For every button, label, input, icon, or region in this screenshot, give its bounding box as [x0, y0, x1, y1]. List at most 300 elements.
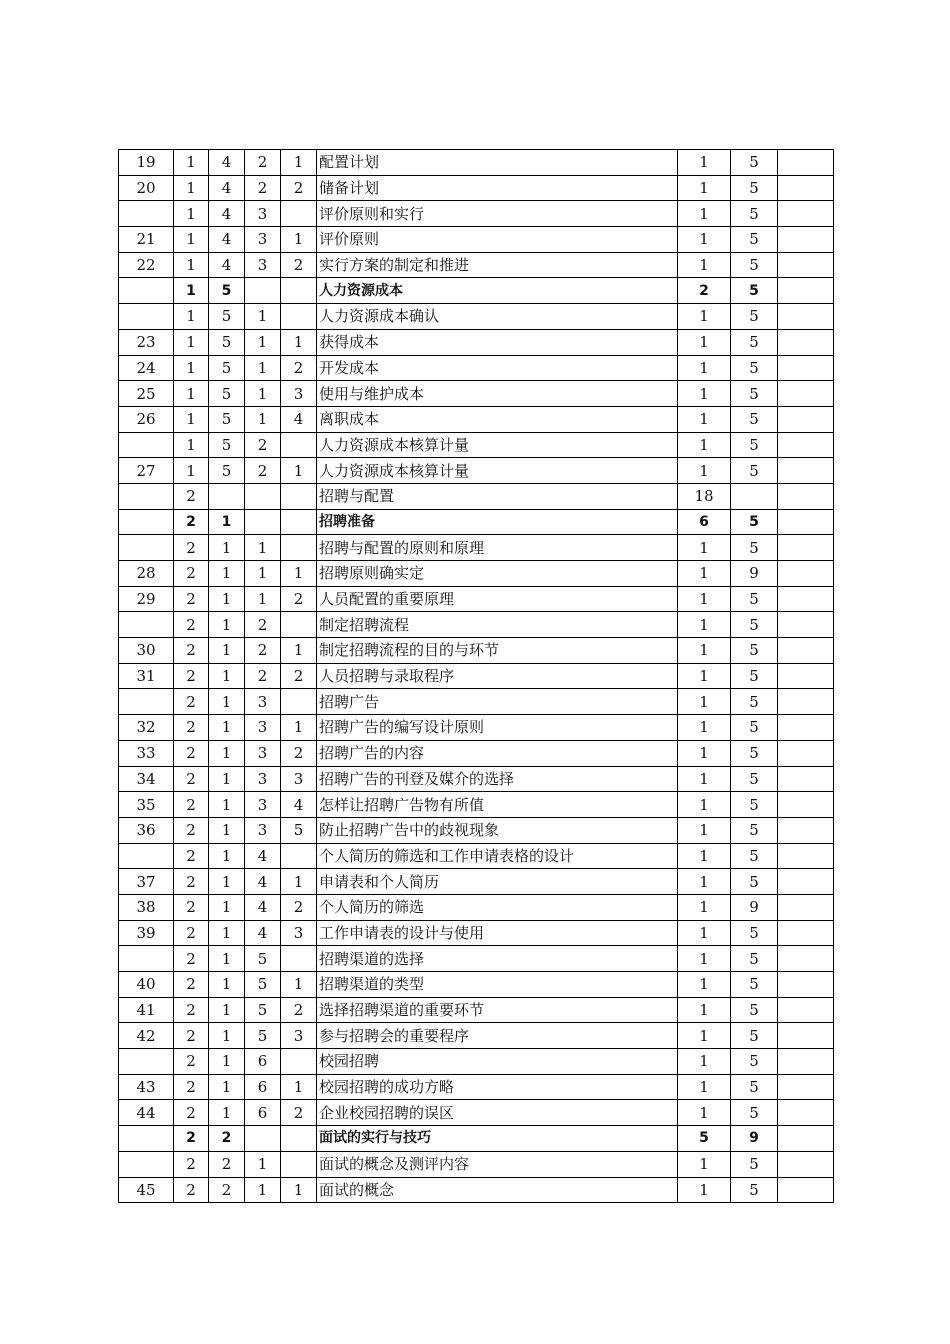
- item-name-cell: 招聘原则确实定: [317, 561, 678, 587]
- table-row: [119, 612, 834, 638]
- level-3-cell: 2: [245, 458, 281, 484]
- score-cell: 9: [731, 561, 778, 587]
- score-cell: 5: [731, 792, 778, 818]
- level-1-cell: 2: [174, 509, 209, 535]
- level-2-cell: 1: [209, 894, 245, 920]
- item-name-cell: 使用与维护成本: [317, 381, 678, 407]
- item-number-cell: 23: [119, 329, 174, 355]
- remark-cell: [778, 561, 834, 587]
- level-2-cell: 1: [209, 869, 245, 895]
- level-3-cell: [245, 509, 281, 535]
- score-cell: 5: [731, 535, 778, 561]
- level-1-cell: 1: [174, 381, 209, 407]
- item-name-cell: 人力资源成本核算计量: [317, 458, 678, 484]
- level-1-cell: 1: [174, 432, 209, 458]
- level-4-cell: [281, 201, 317, 227]
- table-row: [119, 175, 834, 201]
- table-row: [119, 483, 834, 509]
- score-cell: 5: [731, 586, 778, 612]
- item-number-cell: [119, 535, 174, 561]
- item-name-cell: 招聘渠道的选择: [317, 946, 678, 972]
- count-cell: 18: [678, 483, 731, 509]
- level-2-cell: 4: [209, 175, 245, 201]
- remark-cell: [778, 201, 834, 227]
- level-1-cell: 2: [174, 1126, 209, 1152]
- item-number-cell: 37: [119, 869, 174, 895]
- level-4-cell: 1: [281, 715, 317, 741]
- level-4-cell: [281, 509, 317, 535]
- level-2-cell: 5: [209, 278, 245, 304]
- count-cell: 1: [678, 766, 731, 792]
- count-cell: 1: [678, 304, 731, 330]
- level-3-cell: 1: [245, 586, 281, 612]
- level-2-cell: 5: [209, 329, 245, 355]
- level-1-cell: 2: [174, 612, 209, 638]
- level-3-cell: 6: [245, 1074, 281, 1100]
- level-2-cell: 1: [209, 561, 245, 587]
- level-1-cell: 1: [174, 304, 209, 330]
- level-2-cell: 1: [209, 638, 245, 664]
- item-name-cell: 招聘渠道的类型: [317, 972, 678, 998]
- table-row: [119, 432, 834, 458]
- level-3-cell: 4: [245, 869, 281, 895]
- count-cell: 1: [678, 150, 731, 176]
- item-name-cell: 储备计划: [317, 175, 678, 201]
- level-4-cell: [281, 1126, 317, 1152]
- level-2-cell: [209, 483, 245, 509]
- remark-cell: [778, 1023, 834, 1049]
- score-cell: 5: [731, 406, 778, 432]
- level-2-cell: 5: [209, 432, 245, 458]
- item-number-cell: [119, 612, 174, 638]
- count-cell: 1: [678, 997, 731, 1023]
- level-2-cell: 4: [209, 201, 245, 227]
- score-cell: 5: [731, 612, 778, 638]
- level-2-cell: 5: [209, 381, 245, 407]
- remark-cell: [778, 946, 834, 972]
- level-3-cell: 1: [245, 355, 281, 381]
- remark-cell: [778, 689, 834, 715]
- item-number-cell: [119, 1126, 174, 1152]
- score-cell: 5: [731, 1023, 778, 1049]
- remark-cell: [778, 972, 834, 998]
- level-2-cell: 1: [209, 997, 245, 1023]
- level-2-cell: 1: [209, 817, 245, 843]
- count-cell: 6: [678, 509, 731, 535]
- item-number-cell: 38: [119, 894, 174, 920]
- level-3-cell: 4: [245, 920, 281, 946]
- level-2-cell: 1: [209, 612, 245, 638]
- level-2-cell: 1: [209, 766, 245, 792]
- level-1-cell: 2: [174, 972, 209, 998]
- item-name-cell: 个人简历的筛选: [317, 894, 678, 920]
- score-cell: 5: [731, 458, 778, 484]
- item-number-cell: 39: [119, 920, 174, 946]
- level-2-cell: 1: [209, 586, 245, 612]
- level-2-cell: 4: [209, 227, 245, 253]
- table-row: [119, 894, 834, 920]
- table-row: [119, 817, 834, 843]
- level-4-cell: 1: [281, 329, 317, 355]
- item-name-cell: 人力资源成本确认: [317, 304, 678, 330]
- table-row: [119, 715, 834, 741]
- item-name-cell: 防止招聘广告中的歧视现象: [317, 817, 678, 843]
- level-4-cell: 1: [281, 972, 317, 998]
- remark-cell: [778, 612, 834, 638]
- level-2-cell: 1: [209, 663, 245, 689]
- item-name-cell: 个人简历的筛选和工作申请表格的设计: [317, 843, 678, 869]
- score-cell: 5: [731, 1074, 778, 1100]
- level-1-cell: 1: [174, 458, 209, 484]
- level-1-cell: 2: [174, 1023, 209, 1049]
- count-cell: 2: [678, 278, 731, 304]
- level-2-cell: 5: [209, 406, 245, 432]
- score-cell: 5: [731, 304, 778, 330]
- table-row: [119, 201, 834, 227]
- item-number-cell: 35: [119, 792, 174, 818]
- level-3-cell: 3: [245, 792, 281, 818]
- score-cell: 5: [731, 972, 778, 998]
- item-number-cell: 27: [119, 458, 174, 484]
- remark-cell: [778, 817, 834, 843]
- level-3-cell: 1: [245, 304, 281, 330]
- level-2-cell: 1: [209, 740, 245, 766]
- item-name-cell: 获得成本: [317, 329, 678, 355]
- item-name-cell: 面试的概念及测评内容: [317, 1151, 678, 1177]
- count-cell: 1: [678, 1049, 731, 1075]
- count-cell: 1: [678, 715, 731, 741]
- count-cell: 1: [678, 458, 731, 484]
- level-1-cell: 2: [174, 689, 209, 715]
- score-cell: 5: [731, 740, 778, 766]
- level-1-cell: 2: [174, 843, 209, 869]
- score-cell: 5: [731, 432, 778, 458]
- level-1-cell: 2: [174, 586, 209, 612]
- level-1-cell: 1: [174, 278, 209, 304]
- item-number-cell: 30: [119, 638, 174, 664]
- level-2-cell: 2: [209, 1177, 245, 1203]
- level-4-cell: [281, 432, 317, 458]
- item-number-cell: 36: [119, 817, 174, 843]
- score-cell: 5: [731, 355, 778, 381]
- level-4-cell: 1: [281, 227, 317, 253]
- level-4-cell: 4: [281, 792, 317, 818]
- level-2-cell: 1: [209, 509, 245, 535]
- score-cell: 5: [731, 715, 778, 741]
- level-2-cell: 2: [209, 1151, 245, 1177]
- score-cell: 5: [731, 689, 778, 715]
- level-2-cell: 5: [209, 458, 245, 484]
- score-cell: 5: [731, 278, 778, 304]
- table-row: [119, 663, 834, 689]
- table-row: [119, 1177, 834, 1203]
- level-1-cell: 2: [174, 715, 209, 741]
- count-cell: 1: [678, 689, 731, 715]
- level-1-cell: 2: [174, 535, 209, 561]
- item-number-cell: 31: [119, 663, 174, 689]
- score-cell: [731, 483, 778, 509]
- score-cell: 5: [731, 509, 778, 535]
- level-2-cell: 1: [209, 535, 245, 561]
- remark-cell: [778, 304, 834, 330]
- level-2-cell: 4: [209, 150, 245, 176]
- item-number-cell: 43: [119, 1074, 174, 1100]
- level-2-cell: 1: [209, 1100, 245, 1126]
- count-cell: 1: [678, 638, 731, 664]
- table-row: [119, 1023, 834, 1049]
- table-row: [119, 278, 834, 304]
- table-row: [119, 740, 834, 766]
- table-row: [119, 304, 834, 330]
- count-cell: 1: [678, 1023, 731, 1049]
- item-number-cell: 25: [119, 381, 174, 407]
- level-4-cell: 3: [281, 381, 317, 407]
- level-4-cell: 1: [281, 150, 317, 176]
- level-3-cell: 1: [245, 406, 281, 432]
- level-3-cell: 1: [245, 381, 281, 407]
- level-1-cell: 1: [174, 406, 209, 432]
- level-2-cell: 1: [209, 843, 245, 869]
- count-cell: 1: [678, 869, 731, 895]
- count-cell: 1: [678, 972, 731, 998]
- item-name-cell: 怎样让招聘广告物有所值: [317, 792, 678, 818]
- level-3-cell: 5: [245, 1023, 281, 1049]
- level-1-cell: 2: [174, 920, 209, 946]
- item-name-cell: 制定招聘流程: [317, 612, 678, 638]
- count-cell: 1: [678, 843, 731, 869]
- syllabus-table: [118, 149, 834, 1203]
- level-3-cell: 3: [245, 817, 281, 843]
- count-cell: 1: [678, 432, 731, 458]
- count-cell: 1: [678, 1151, 731, 1177]
- item-name-cell: 开发成本: [317, 355, 678, 381]
- level-1-cell: 2: [174, 561, 209, 587]
- count-cell: 1: [678, 1177, 731, 1203]
- score-cell: 5: [731, 150, 778, 176]
- level-3-cell: 3: [245, 715, 281, 741]
- level-4-cell: 2: [281, 740, 317, 766]
- level-1-cell: 2: [174, 1151, 209, 1177]
- table-row: [119, 1049, 834, 1075]
- level-1-cell: 2: [174, 1100, 209, 1126]
- score-cell: 9: [731, 1126, 778, 1152]
- table-row: [119, 972, 834, 998]
- item-number-cell: 22: [119, 252, 174, 278]
- table-row: [119, 252, 834, 278]
- level-1-cell: 2: [174, 766, 209, 792]
- remark-cell: [778, 406, 834, 432]
- item-name-cell: 人力资源成本核算计量: [317, 432, 678, 458]
- remark-cell: [778, 792, 834, 818]
- count-cell: 1: [678, 201, 731, 227]
- table-row: [119, 535, 834, 561]
- count-cell: 1: [678, 894, 731, 920]
- item-number-cell: 28: [119, 561, 174, 587]
- item-name-cell: 招聘准备: [317, 509, 678, 535]
- level-4-cell: 2: [281, 175, 317, 201]
- level-3-cell: 1: [245, 1151, 281, 1177]
- level-2-cell: 1: [209, 689, 245, 715]
- item-name-cell: 实行方案的制定和推进: [317, 252, 678, 278]
- level-4-cell: 1: [281, 869, 317, 895]
- table-body: [119, 150, 834, 1203]
- score-cell: 5: [731, 920, 778, 946]
- item-name-cell: 招聘广告的内容: [317, 740, 678, 766]
- level-4-cell: 4: [281, 406, 317, 432]
- remark-cell: [778, 1049, 834, 1075]
- remark-cell: [778, 1100, 834, 1126]
- level-3-cell: 5: [245, 972, 281, 998]
- item-name-cell: 参与招聘会的重要程序: [317, 1023, 678, 1049]
- level-1-cell: 1: [174, 201, 209, 227]
- item-number-cell: [119, 689, 174, 715]
- level-4-cell: 1: [281, 458, 317, 484]
- score-cell: 5: [731, 638, 778, 664]
- score-cell: 5: [731, 1177, 778, 1203]
- table-row: [119, 329, 834, 355]
- level-2-cell: 1: [209, 1049, 245, 1075]
- level-2-cell: 1: [209, 920, 245, 946]
- count-cell: 1: [678, 612, 731, 638]
- level-3-cell: 3: [245, 689, 281, 715]
- item-name-cell: 申请表和个人简历: [317, 869, 678, 895]
- item-name-cell: 面试的实行与技巧: [317, 1126, 678, 1152]
- item-name-cell: 人员招聘与录取程序: [317, 663, 678, 689]
- item-name-cell: 离职成本: [317, 406, 678, 432]
- level-1-cell: 1: [174, 329, 209, 355]
- remark-cell: [778, 638, 834, 664]
- item-name-cell: 招聘广告的编写设计原则: [317, 715, 678, 741]
- item-number-cell: 24: [119, 355, 174, 381]
- item-name-cell: 招聘与配置的原则和原理: [317, 535, 678, 561]
- level-1-cell: 2: [174, 740, 209, 766]
- score-cell: 5: [731, 1151, 778, 1177]
- level-1-cell: 2: [174, 946, 209, 972]
- remark-cell: [778, 252, 834, 278]
- item-name-cell: 校园招聘: [317, 1049, 678, 1075]
- count-cell: 1: [678, 663, 731, 689]
- score-cell: 5: [731, 1100, 778, 1126]
- table-row: [119, 509, 834, 535]
- remark-cell: [778, 920, 834, 946]
- level-1-cell: 2: [174, 1049, 209, 1075]
- level-3-cell: 5: [245, 946, 281, 972]
- level-4-cell: 2: [281, 894, 317, 920]
- remark-cell: [778, 715, 834, 741]
- level-1-cell: 2: [174, 663, 209, 689]
- item-number-cell: 40: [119, 972, 174, 998]
- table-row: [119, 227, 834, 253]
- count-cell: 1: [678, 920, 731, 946]
- item-number-cell: 41: [119, 997, 174, 1023]
- level-3-cell: 3: [245, 227, 281, 253]
- remark-cell: [778, 509, 834, 535]
- score-cell: 5: [731, 869, 778, 895]
- count-cell: 1: [678, 1100, 731, 1126]
- level-3-cell: 6: [245, 1100, 281, 1126]
- score-cell: 5: [731, 817, 778, 843]
- level-2-cell: 1: [209, 792, 245, 818]
- item-number-cell: [119, 1049, 174, 1075]
- level-2-cell: 5: [209, 304, 245, 330]
- level-4-cell: 3: [281, 920, 317, 946]
- level-3-cell: 1: [245, 561, 281, 587]
- level-3-cell: 1: [245, 329, 281, 355]
- level-3-cell: 4: [245, 843, 281, 869]
- table-row: [119, 638, 834, 664]
- count-cell: 1: [678, 406, 731, 432]
- level-1-cell: 2: [174, 483, 209, 509]
- score-cell: 5: [731, 175, 778, 201]
- level-4-cell: 5: [281, 817, 317, 843]
- remark-cell: [778, 1177, 834, 1203]
- remark-cell: [778, 1074, 834, 1100]
- remark-cell: [778, 432, 834, 458]
- level-1-cell: 1: [174, 252, 209, 278]
- level-4-cell: [281, 1151, 317, 1177]
- level-4-cell: 2: [281, 586, 317, 612]
- table-row: [119, 920, 834, 946]
- level-3-cell: 1: [245, 1177, 281, 1203]
- table-row: [119, 843, 834, 869]
- level-2-cell: 4: [209, 252, 245, 278]
- level-3-cell: 5: [245, 997, 281, 1023]
- level-1-cell: 1: [174, 355, 209, 381]
- score-cell: 5: [731, 201, 778, 227]
- level-1-cell: 2: [174, 792, 209, 818]
- remark-cell: [778, 329, 834, 355]
- score-cell: 5: [731, 663, 778, 689]
- remark-cell: [778, 663, 834, 689]
- item-name-cell: 工作申请表的设计与使用: [317, 920, 678, 946]
- level-3-cell: 1: [245, 535, 281, 561]
- score-cell: 5: [731, 381, 778, 407]
- item-name-cell: 配置计划: [317, 150, 678, 176]
- score-cell: 5: [731, 227, 778, 253]
- level-3-cell: [245, 1126, 281, 1152]
- remark-cell: [778, 175, 834, 201]
- level-3-cell: 2: [245, 150, 281, 176]
- table-row: [119, 458, 834, 484]
- level-1-cell: 2: [174, 638, 209, 664]
- table-row: [119, 792, 834, 818]
- level-3-cell: [245, 483, 281, 509]
- level-4-cell: [281, 689, 317, 715]
- remark-cell: [778, 458, 834, 484]
- count-cell: 1: [678, 381, 731, 407]
- level-4-cell: [281, 843, 317, 869]
- count-cell: 1: [678, 586, 731, 612]
- count-cell: 5: [678, 1126, 731, 1152]
- level-1-cell: 2: [174, 869, 209, 895]
- level-1-cell: 1: [174, 227, 209, 253]
- score-cell: 5: [731, 843, 778, 869]
- level-3-cell: 4: [245, 894, 281, 920]
- score-cell: 5: [731, 329, 778, 355]
- item-name-cell: 评价原则: [317, 227, 678, 253]
- level-1-cell: 2: [174, 894, 209, 920]
- item-number-cell: 20: [119, 175, 174, 201]
- remark-cell: [778, 766, 834, 792]
- count-cell: 1: [678, 817, 731, 843]
- level-4-cell: [281, 946, 317, 972]
- level-4-cell: 1: [281, 1177, 317, 1203]
- level-3-cell: 2: [245, 612, 281, 638]
- level-1-cell: 2: [174, 997, 209, 1023]
- item-name-cell: 企业校园招聘的误区: [317, 1100, 678, 1126]
- level-4-cell: [281, 612, 317, 638]
- remark-cell: [778, 483, 834, 509]
